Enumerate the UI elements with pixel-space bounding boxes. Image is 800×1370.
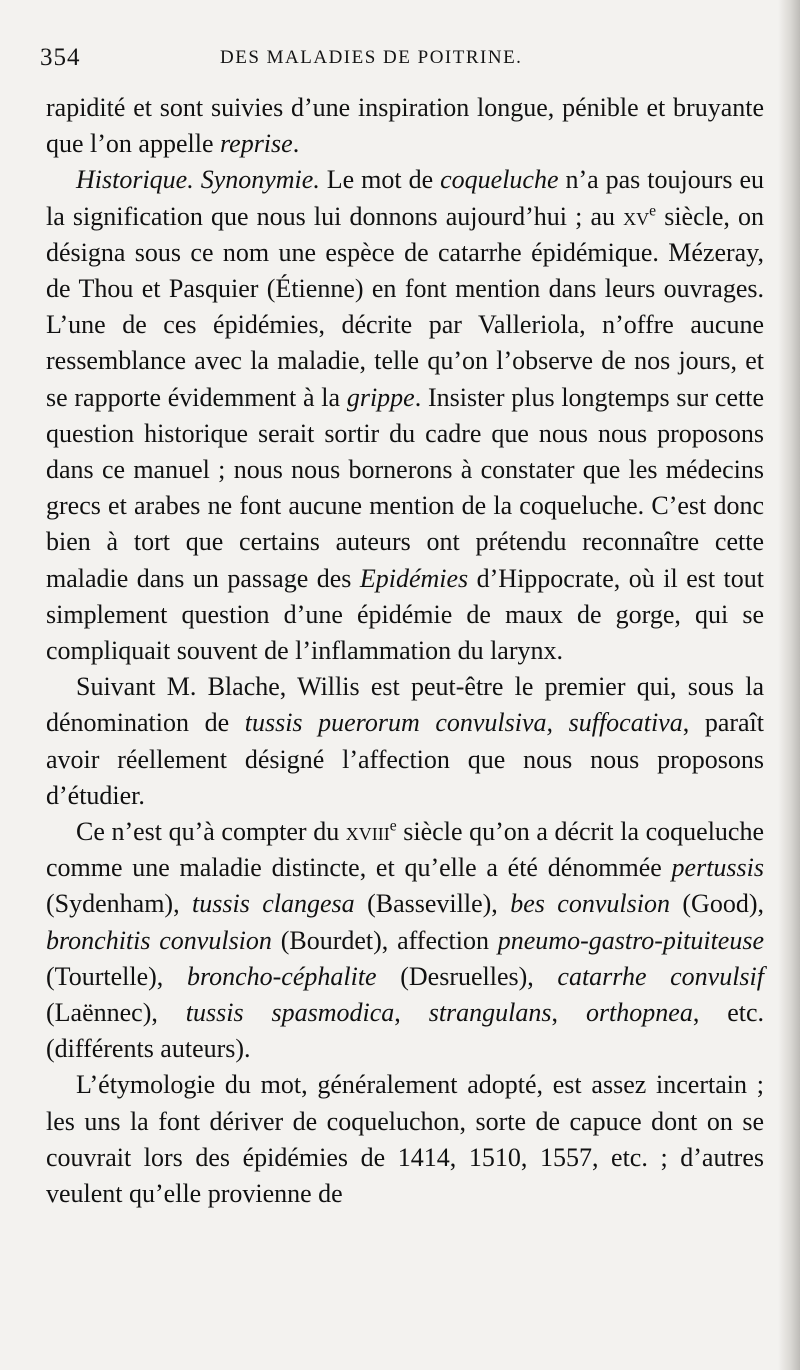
century-numeral: xviii	[345, 817, 390, 847]
paragraph-4	[46, 814, 764, 1067]
italic-term: tussis spasmodica	[185, 998, 395, 1028]
text: d’Hippocrate, où il est tout simplement question d’une épidémie de maux de gorge, qui se compliquait souvent de l’inflammation du larynx.	[46, 563, 764, 666]
section-heading: Historique. Synonymie.	[76, 165, 320, 195]
text: .	[292, 129, 300, 159]
superscript: e	[649, 201, 657, 219]
italic-term: reprise	[220, 129, 293, 159]
text: n’a pas toujours eu la signification que nous lui donnons aujourd’hui ; au	[46, 165, 764, 231]
text: Le mot de	[319, 165, 441, 195]
superscript: e	[389, 817, 397, 835]
text: Ce n’est qu’à compter du	[76, 817, 346, 847]
text: (Sydenham),	[46, 889, 193, 919]
body-text	[46, 90, 764, 1212]
text: ,	[551, 998, 586, 1028]
text: rapidité et sont suivies d’une inspiration longue, pénible et bruyante que l’on appelle	[46, 93, 764, 159]
italic-term: bronchitis convulsion	[46, 925, 272, 955]
text: , etc. (différents auteurs).	[46, 998, 765, 1064]
text: Suivant M. Blache, Willis est peut-être le premier qui, sous la dénomination de	[46, 672, 764, 738]
italic-term: broncho-céphalite	[186, 961, 377, 991]
italic-term: tussis clangesa	[192, 889, 355, 919]
text: (Basseville),	[354, 889, 511, 919]
text: ,	[394, 998, 429, 1028]
text: siècle, on désigna sous ce nom une espèce de catarrhe épidémique. Mézeray, de Thou et Pasquier (Étienne) en font mention dans leurs ouvrages. L’une de ces épidémies, décrite par Valleriola, n’offre aucune ressemblance avec la maladie, telle qu’on l’observe de nos jours, et se rapporte évidemment à la	[46, 201, 765, 412]
text: (Bourdet), affection	[271, 925, 498, 955]
page-edge-shadow	[778, 0, 800, 1370]
paragraph-1	[46, 90, 764, 162]
text: , paraît avoir réellement désigné l’affection que nous nous proposons d’étudier.	[46, 708, 765, 810]
italic-term: grippe	[346, 382, 415, 412]
paragraph-2	[46, 162, 764, 669]
paragraph-5	[46, 1067, 764, 1212]
italic-term: pertussis	[671, 853, 764, 883]
italic-term: catarrhe convulsif	[557, 961, 764, 991]
century-numeral: xv	[623, 201, 650, 231]
italic-term: strangulans	[428, 998, 552, 1028]
running-head: DES MALADIES DE POITRINE.	[220, 47, 523, 68]
italic-term: Epidémies	[359, 563, 469, 593]
italic-term: tussis puerorum convulsiva, suffocativa	[244, 708, 683, 738]
text: (Good),	[669, 889, 764, 919]
text: (Desruelles),	[376, 961, 558, 991]
italic-term: pneumo-gastro-pituiteuse	[497, 925, 764, 955]
text: L’étymologie du mot, généralement adopté, est assez incertain ; les uns la font dériver de coqueluchon, sorte de capuce dont on se couvrait lors des épidémies de 1414, 1510, 1557, etc. ; d’autres veulent qu’elle provienne de	[46, 1070, 764, 1209]
italic-term: orthopnea	[585, 998, 693, 1028]
paragraph-3	[46, 669, 764, 814]
text: (Laënnec),	[46, 998, 186, 1028]
italic-term: bes convulsion	[510, 889, 670, 919]
text: (Tourtelle),	[46, 961, 187, 991]
text: siècle qu’on a décrit la coqueluche comme une maladie distincte, et qu’elle a été dénommée	[46, 817, 764, 883]
page-header	[40, 38, 760, 78]
text: . Insister plus longtemps sur cette question historique serait sortir du cadre que nous nous proposons dans ce manuel ; nous nous bornerons à constater que les médecins grecs et arabes ne font aucune mention de la coqueluche. C’est donc bien à tort que certains auteurs ont prétendu reconnaître cette maladie dans un passage des	[46, 382, 764, 593]
page-number: 354	[40, 44, 81, 71]
italic-term: coqueluche	[440, 165, 559, 195]
